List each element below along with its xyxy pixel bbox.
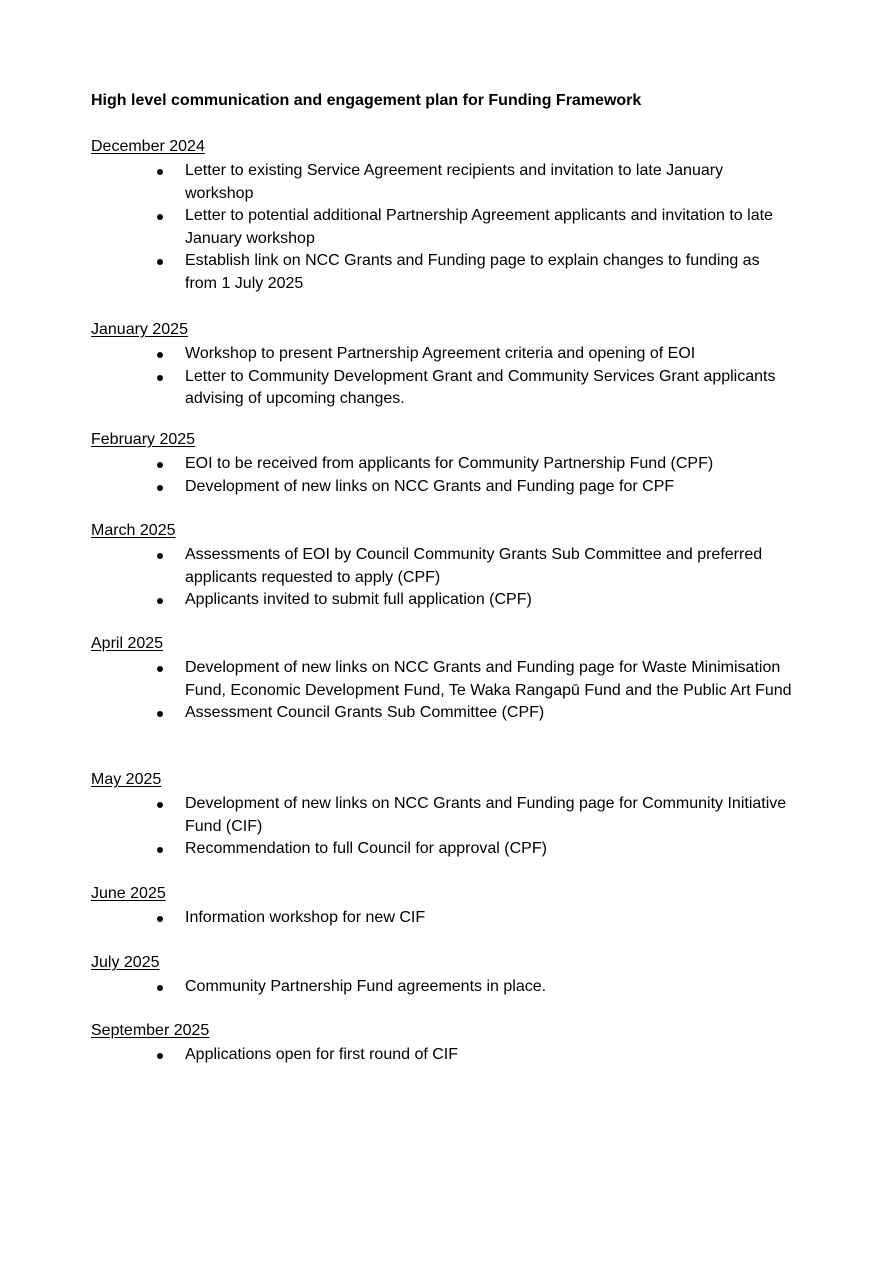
bullet-list — [91, 976, 811, 999]
list-item — [91, 907, 795, 930]
bullet-list — [91, 343, 811, 411]
bullet-icon — [157, 985, 163, 991]
list-item-text: Assessment Council Grants Sub Committee (CPF) — [185, 704, 545, 721]
section-may-2025 — [91, 770, 811, 861]
section-april-2025 — [91, 634, 811, 725]
bullet-list — [91, 1044, 811, 1067]
bullet-icon — [157, 711, 163, 717]
month-heading: July 2025 — [91, 954, 160, 971]
bullet-list — [91, 453, 811, 498]
list-item — [91, 453, 795, 476]
section-december-2024 — [91, 137, 811, 295]
bullet-list — [91, 160, 811, 295]
bullet-icon — [157, 916, 163, 922]
list-item-text: Development of new links on NCC Grants and Funding page for CPF — [185, 477, 675, 495]
month-heading: September 2025 — [91, 1022, 210, 1039]
bullet-icon — [157, 352, 163, 358]
bullet-icon — [157, 462, 163, 468]
bullet-list — [91, 793, 811, 861]
month-heading: February 2025 — [91, 431, 196, 448]
bullet-icon — [157, 169, 163, 175]
list-item — [91, 544, 795, 589]
section-march-2025 — [91, 521, 811, 612]
section-july-2025 — [91, 953, 811, 999]
list-item — [91, 657, 795, 702]
list-item — [91, 476, 795, 499]
bullet-icon — [157, 485, 163, 491]
list-item-text: Applicants invited to submit full application (CPF) — [185, 591, 532, 608]
list-item-text: Development of new links on NCC Grants and Funding page for Waste Minimisation Fund, Economic Development Fund, Te Waka Rangapū Fund and the Public Art Fund — [185, 659, 792, 699]
list-item-text: Applications open for first round of CIF — [185, 1046, 459, 1063]
bullet-icon — [157, 847, 163, 853]
list-item — [91, 702, 795, 725]
list-item — [91, 589, 795, 612]
list-item — [91, 976, 795, 999]
bullet-list — [91, 544, 811, 612]
bullet-icon — [157, 553, 163, 559]
list-item — [91, 838, 795, 861]
section-february-2025 — [91, 430, 811, 498]
list-item-text: EOI to be received from applicants for Community Partnership Fund (CPF) — [185, 455, 714, 472]
bullet-icon — [157, 259, 163, 265]
list-item — [91, 366, 795, 411]
bullet-icon — [157, 598, 163, 604]
list-item-text: Letter to Community Development Grant and Community Services Grant applicants advising of upcoming changes. — [185, 367, 776, 407]
bullet-icon — [157, 802, 163, 808]
list-item-text: Establish link on NCC Grants and Funding page to explain changes to funding as from 1 July 2025 — [185, 252, 760, 292]
list-item-text: Letter to existing Service Agreement recipients and invitation to late January workshop — [185, 162, 724, 202]
list-item-text: Assessments of EOI by Council Community Grants Sub Committee and preferred applicants requested to apply (CPF) — [185, 546, 763, 586]
section-january-2025 — [91, 320, 811, 411]
list-item-text: Development of new links on NCC Grants and Funding page for Community Initiative Fund (CIF) — [185, 795, 787, 835]
list-item-text: Community Partnership Fund agreements in place. — [185, 978, 547, 995]
month-heading: December 2024 — [91, 138, 205, 155]
list-item-text: Workshop to present Partnership Agreement criteria and opening of EOI — [185, 345, 696, 362]
section-september-2025 — [91, 1021, 811, 1067]
bullet-list — [91, 907, 811, 930]
month-heading: January 2025 — [91, 321, 188, 338]
month-heading: May 2025 — [91, 771, 162, 788]
document-title: High level communication and engagement plan for Funding Framework — [91, 92, 642, 109]
list-item — [91, 160, 795, 205]
list-item — [91, 250, 795, 295]
list-item-text: Recommendation to full Council for approval (CPF) — [185, 840, 547, 857]
bullet-icon — [157, 666, 163, 672]
month-heading: March 2025 — [91, 522, 176, 539]
list-item — [91, 793, 795, 838]
month-heading: June 2025 — [91, 885, 166, 902]
section-june-2025 — [91, 884, 811, 930]
bullet-list — [91, 657, 811, 725]
bullet-icon — [157, 214, 163, 220]
list-item — [91, 1044, 795, 1067]
bullet-icon — [157, 375, 163, 381]
bullet-icon — [157, 1053, 163, 1059]
list-item — [91, 343, 795, 366]
list-item — [91, 205, 795, 250]
list-item-text: Information workshop for new CIF — [185, 909, 426, 926]
list-item-text: Letter to potential additional Partnership Agreement applicants and invitation to late January workshop — [185, 207, 773, 247]
month-heading: April 2025 — [91, 635, 164, 652]
